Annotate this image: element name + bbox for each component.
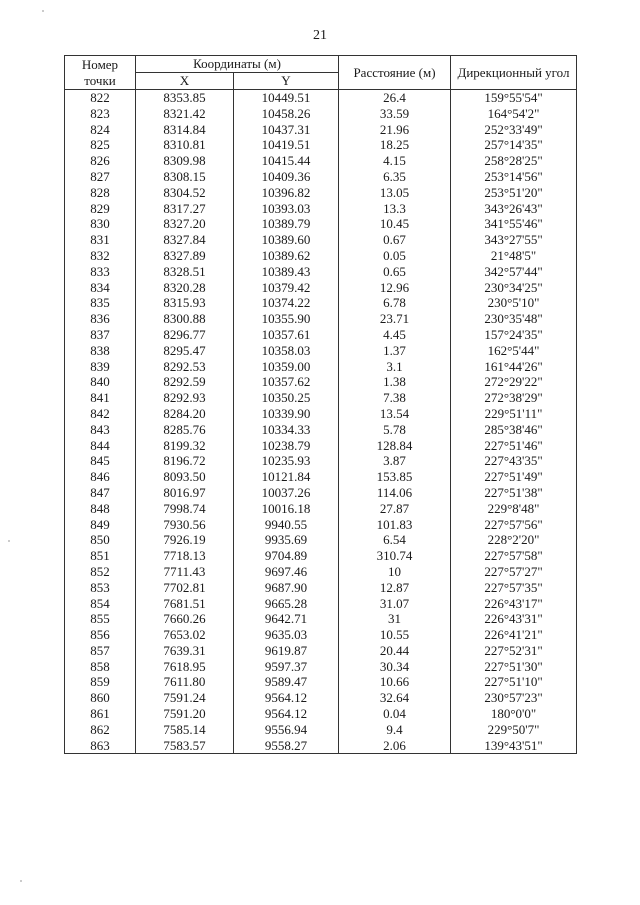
- x-coordinate-cell: 8292.59: [136, 374, 234, 390]
- y-coordinate-cell: 10334.33: [234, 422, 339, 438]
- table-row: [65, 674, 577, 690]
- x-coordinate-cell: 7718.13: [136, 548, 234, 564]
- x-coordinate-cell: 8315.93: [136, 295, 234, 311]
- distance-cell: 27.87: [339, 501, 451, 517]
- direction-angle-cell: 342°57'44": [451, 264, 577, 280]
- x-coordinate-cell: 7711.43: [136, 564, 234, 580]
- direction-angle-cell: 258°28'25": [451, 153, 577, 169]
- table-row: [65, 722, 577, 738]
- x-coordinate-cell: 8321.42: [136, 106, 234, 122]
- distance-cell: 10.66: [339, 674, 451, 690]
- table-row: [65, 517, 577, 533]
- table-row: [65, 659, 577, 675]
- table-row: [65, 264, 577, 280]
- distance-cell: 30.34: [339, 659, 451, 675]
- point-number-cell: 836: [65, 311, 136, 327]
- point-number-cell: 850: [65, 532, 136, 548]
- x-coordinate-cell: 8353.85: [136, 90, 234, 106]
- point-number-cell: 835: [65, 295, 136, 311]
- direction-angle-cell: 161°44'26": [451, 359, 577, 375]
- y-coordinate-cell: 10357.61: [234, 327, 339, 343]
- y-coordinate-cell: 9564.12: [234, 706, 339, 722]
- distance-cell: 6.35: [339, 169, 451, 185]
- x-coordinate-cell: 8327.20: [136, 216, 234, 232]
- distance-cell: 0.05: [339, 248, 451, 264]
- y-coordinate-cell: 10389.60: [234, 232, 339, 248]
- table-header: [65, 56, 577, 90]
- x-coordinate-cell: 8196.72: [136, 453, 234, 469]
- point-number-cell: 822: [65, 90, 136, 106]
- x-coordinate-cell: 8320.28: [136, 280, 234, 296]
- table-row: [65, 453, 577, 469]
- point-number-cell: 826: [65, 153, 136, 169]
- header-coordinates: Координаты (м): [136, 56, 339, 73]
- distance-cell: 10: [339, 564, 451, 580]
- table-row: [65, 596, 577, 612]
- x-coordinate-cell: 7926.19: [136, 532, 234, 548]
- table-row: [65, 406, 577, 422]
- y-coordinate-cell: 10339.90: [234, 406, 339, 422]
- y-coordinate-cell: 10355.90: [234, 311, 339, 327]
- x-coordinate-cell: 8284.20: [136, 406, 234, 422]
- y-coordinate-cell: 10357.62: [234, 374, 339, 390]
- page-number: 21: [313, 28, 327, 43]
- table-row: [65, 469, 577, 485]
- distance-cell: 12.96: [339, 280, 451, 296]
- y-coordinate-cell: 9687.90: [234, 580, 339, 596]
- x-coordinate-cell: 8292.93: [136, 390, 234, 406]
- y-coordinate-cell: 9619.87: [234, 643, 339, 659]
- distance-cell: 9.4: [339, 722, 451, 738]
- distance-cell: 13.54: [339, 406, 451, 422]
- point-number-cell: 838: [65, 343, 136, 359]
- direction-angle-cell: 226°43'31": [451, 611, 577, 627]
- point-number-cell: 848: [65, 501, 136, 517]
- direction-angle-cell: 343°27'55": [451, 232, 577, 248]
- point-number-cell: 854: [65, 596, 136, 612]
- table-row: [65, 153, 577, 169]
- distance-cell: 0.65: [339, 264, 451, 280]
- distance-cell: 153.85: [339, 469, 451, 485]
- y-coordinate-cell: 10359.00: [234, 359, 339, 375]
- direction-angle-cell: 227°57'58": [451, 548, 577, 564]
- direction-angle-cell: 253°51'20": [451, 185, 577, 201]
- x-coordinate-cell: 8304.52: [136, 185, 234, 201]
- x-coordinate-cell: 7998.74: [136, 501, 234, 517]
- point-number-cell: 844: [65, 438, 136, 454]
- y-coordinate-cell: 10389.62: [234, 248, 339, 264]
- distance-cell: 4.45: [339, 327, 451, 343]
- header-direction: Дирекционный угол: [451, 56, 577, 90]
- x-coordinate-cell: 8308.15: [136, 169, 234, 185]
- point-number-cell: 851: [65, 548, 136, 564]
- table-row: [65, 248, 577, 264]
- header-y: Y: [234, 73, 339, 90]
- point-number-cell: 839: [65, 359, 136, 375]
- table-row: [65, 548, 577, 564]
- direction-angle-cell: 229°50'7": [451, 722, 577, 738]
- x-coordinate-cell: 8295.47: [136, 343, 234, 359]
- table-row: [65, 343, 577, 359]
- distance-cell: 13.3: [339, 201, 451, 217]
- distance-cell: 31.07: [339, 596, 451, 612]
- table-row: [65, 216, 577, 232]
- direction-angle-cell: 159°55'54": [451, 90, 577, 106]
- x-coordinate-cell: 8327.84: [136, 232, 234, 248]
- distance-cell: 1.37: [339, 343, 451, 359]
- y-coordinate-cell: 9704.89: [234, 548, 339, 564]
- table-row: [65, 438, 577, 454]
- direction-angle-cell: 227°51'38": [451, 485, 577, 501]
- y-coordinate-cell: 9556.94: [234, 722, 339, 738]
- header-distance: Расстояние (м): [339, 56, 451, 90]
- table-row: [65, 706, 577, 722]
- x-coordinate-cell: 7583.57: [136, 738, 234, 754]
- y-coordinate-cell: 9665.28: [234, 596, 339, 612]
- y-coordinate-cell: 10235.93: [234, 453, 339, 469]
- point-number-cell: 847: [65, 485, 136, 501]
- x-coordinate-cell: 7591.20: [136, 706, 234, 722]
- table-row: [65, 90, 577, 106]
- direction-angle-cell: 227°51'46": [451, 438, 577, 454]
- x-coordinate-cell: 7660.26: [136, 611, 234, 627]
- point-number-cell: 845: [65, 453, 136, 469]
- direction-angle-cell: 257°14'35": [451, 137, 577, 153]
- table-row: [65, 311, 577, 327]
- distance-cell: 31: [339, 611, 451, 627]
- y-coordinate-cell: 10350.25: [234, 390, 339, 406]
- scan-speck: [42, 10, 44, 12]
- point-number-cell: 852: [65, 564, 136, 580]
- point-number-cell: 863: [65, 738, 136, 754]
- point-number-cell: 855: [65, 611, 136, 627]
- point-number-cell: 827: [65, 169, 136, 185]
- distance-cell: 6.54: [339, 532, 451, 548]
- distance-cell: 12.87: [339, 580, 451, 596]
- direction-angle-cell: 162°5'44": [451, 343, 577, 359]
- point-number-cell: 834: [65, 280, 136, 296]
- y-coordinate-cell: 10037.26: [234, 485, 339, 501]
- point-number-cell: 824: [65, 122, 136, 138]
- y-coordinate-cell: 10016.18: [234, 501, 339, 517]
- table-row: [65, 185, 577, 201]
- point-number-cell: 830: [65, 216, 136, 232]
- distance-cell: 101.83: [339, 517, 451, 533]
- x-coordinate-cell: 7585.14: [136, 722, 234, 738]
- x-coordinate-cell: 8314.84: [136, 122, 234, 138]
- point-number-cell: 842: [65, 406, 136, 422]
- y-coordinate-cell: 10419.51: [234, 137, 339, 153]
- x-coordinate-cell: 8296.77: [136, 327, 234, 343]
- y-coordinate-cell: 10409.36: [234, 169, 339, 185]
- table-row: [65, 738, 577, 754]
- direction-angle-cell: 227°57'56": [451, 517, 577, 533]
- y-coordinate-cell: 10393.03: [234, 201, 339, 217]
- x-coordinate-cell: 8292.53: [136, 359, 234, 375]
- direction-angle-cell: 230°35'48": [451, 311, 577, 327]
- direction-angle-cell: 230°57'23": [451, 690, 577, 706]
- y-coordinate-cell: 10358.03: [234, 343, 339, 359]
- table-row: [65, 390, 577, 406]
- direction-angle-cell: 252°33'49": [451, 122, 577, 138]
- direction-angle-cell: 139°43'51": [451, 738, 577, 754]
- direction-angle-cell: 341°55'46": [451, 216, 577, 232]
- table-row: [65, 485, 577, 501]
- table-row: [65, 232, 577, 248]
- distance-cell: 21.96: [339, 122, 451, 138]
- point-number-cell: 825: [65, 137, 136, 153]
- point-number-cell: 840: [65, 374, 136, 390]
- point-number-cell: 843: [65, 422, 136, 438]
- direction-angle-cell: 227°51'49": [451, 469, 577, 485]
- distance-cell: 10.55: [339, 627, 451, 643]
- distance-cell: 1.38: [339, 374, 451, 390]
- table-row: [65, 327, 577, 343]
- y-coordinate-cell: 10437.31: [234, 122, 339, 138]
- x-coordinate-cell: 7611.80: [136, 674, 234, 690]
- direction-angle-cell: 226°41'21": [451, 627, 577, 643]
- table-row: [65, 690, 577, 706]
- y-coordinate-cell: 9558.27: [234, 738, 339, 754]
- x-coordinate-cell: 8285.76: [136, 422, 234, 438]
- scan-speck: [20, 880, 22, 882]
- distance-cell: 0.04: [339, 706, 451, 722]
- distance-cell: 26.4: [339, 90, 451, 106]
- distance-cell: 7.38: [339, 390, 451, 406]
- point-number-cell: 837: [65, 327, 136, 343]
- direction-angle-cell: 180°0'0": [451, 706, 577, 722]
- table-row: [65, 359, 577, 375]
- point-number-cell: 823: [65, 106, 136, 122]
- table-row: [65, 643, 577, 659]
- y-coordinate-cell: 9935.69: [234, 532, 339, 548]
- y-coordinate-cell: 9635.03: [234, 627, 339, 643]
- y-coordinate-cell: 10238.79: [234, 438, 339, 454]
- point-number-cell: 829: [65, 201, 136, 217]
- point-number-cell: 828: [65, 185, 136, 201]
- table-body: [65, 90, 577, 754]
- direction-angle-cell: 157°24'35": [451, 327, 577, 343]
- x-coordinate-cell: 8328.51: [136, 264, 234, 280]
- direction-angle-cell: 227°43'35": [451, 453, 577, 469]
- x-coordinate-cell: 7639.31: [136, 643, 234, 659]
- x-coordinate-cell: 8327.89: [136, 248, 234, 264]
- y-coordinate-cell: 10415.44: [234, 153, 339, 169]
- distance-cell: 10.45: [339, 216, 451, 232]
- table-row: [65, 627, 577, 643]
- distance-cell: 3.87: [339, 453, 451, 469]
- y-coordinate-cell: 10449.51: [234, 90, 339, 106]
- distance-cell: 23.71: [339, 311, 451, 327]
- table-row: [65, 532, 577, 548]
- direction-angle-cell: 229°51'11": [451, 406, 577, 422]
- x-coordinate-cell: 8309.98: [136, 153, 234, 169]
- distance-cell: 32.64: [339, 690, 451, 706]
- direction-angle-cell: 230°34'25": [451, 280, 577, 296]
- direction-angle-cell: 227°51'30": [451, 659, 577, 675]
- x-coordinate-cell: 7618.95: [136, 659, 234, 675]
- distance-cell: 33.59: [339, 106, 451, 122]
- direction-angle-cell: 226°43'17": [451, 596, 577, 612]
- y-coordinate-cell: 10396.82: [234, 185, 339, 201]
- table-row: [65, 106, 577, 122]
- scan-speck: [8, 540, 10, 542]
- point-number-cell: 862: [65, 722, 136, 738]
- x-coordinate-cell: 7591.24: [136, 690, 234, 706]
- distance-cell: 3.1: [339, 359, 451, 375]
- direction-angle-cell: 253°14'56": [451, 169, 577, 185]
- direction-angle-cell: 272°29'22": [451, 374, 577, 390]
- coordinates-table: [64, 55, 577, 754]
- y-coordinate-cell: 10374.22: [234, 295, 339, 311]
- x-coordinate-cell: 8016.97: [136, 485, 234, 501]
- y-coordinate-cell: 9597.37: [234, 659, 339, 675]
- x-coordinate-cell: 8093.50: [136, 469, 234, 485]
- direction-angle-cell: 230°5'10": [451, 295, 577, 311]
- point-number-cell: 859: [65, 674, 136, 690]
- table-row: [65, 374, 577, 390]
- y-coordinate-cell: 9642.71: [234, 611, 339, 627]
- x-coordinate-cell: 8317.27: [136, 201, 234, 217]
- table-row: [65, 201, 577, 217]
- direction-angle-cell: 164°54'2": [451, 106, 577, 122]
- direction-angle-cell: 272°38'29": [451, 390, 577, 406]
- table-row: [65, 295, 577, 311]
- table-row: [65, 580, 577, 596]
- x-coordinate-cell: 7702.81: [136, 580, 234, 596]
- direction-angle-cell: 227°57'35": [451, 580, 577, 596]
- header-point-number: Номер точки: [65, 56, 136, 90]
- direction-angle-cell: 229°8'48": [451, 501, 577, 517]
- distance-cell: 0.67: [339, 232, 451, 248]
- header-x: X: [136, 73, 234, 90]
- direction-angle-cell: 227°52'31": [451, 643, 577, 659]
- table-row: [65, 422, 577, 438]
- x-coordinate-cell: 8199.32: [136, 438, 234, 454]
- distance-cell: 310.74: [339, 548, 451, 564]
- y-coordinate-cell: 9589.47: [234, 674, 339, 690]
- point-number-cell: 846: [65, 469, 136, 485]
- point-number-cell: 856: [65, 627, 136, 643]
- distance-cell: 6.78: [339, 295, 451, 311]
- direction-angle-cell: 227°57'27": [451, 564, 577, 580]
- x-coordinate-cell: 8310.81: [136, 137, 234, 153]
- distance-cell: 128.84: [339, 438, 451, 454]
- y-coordinate-cell: 10389.79: [234, 216, 339, 232]
- point-number-cell: 858: [65, 659, 136, 675]
- x-coordinate-cell: 7681.51: [136, 596, 234, 612]
- y-coordinate-cell: 10389.43: [234, 264, 339, 280]
- point-number-cell: 857: [65, 643, 136, 659]
- x-coordinate-cell: 7930.56: [136, 517, 234, 533]
- direction-angle-cell: 227°51'10": [451, 674, 577, 690]
- point-number-cell: 849: [65, 517, 136, 533]
- distance-cell: 114.06: [339, 485, 451, 501]
- point-number-cell: 831: [65, 232, 136, 248]
- x-coordinate-cell: 8300.88: [136, 311, 234, 327]
- table-row: [65, 280, 577, 296]
- table-row: [65, 501, 577, 517]
- distance-cell: 4.15: [339, 153, 451, 169]
- point-number-cell: 832: [65, 248, 136, 264]
- y-coordinate-cell: 9564.12: [234, 690, 339, 706]
- point-number-cell: 853: [65, 580, 136, 596]
- direction-angle-cell: 343°26'43": [451, 201, 577, 217]
- table-row: [65, 611, 577, 627]
- y-coordinate-cell: 10121.84: [234, 469, 339, 485]
- distance-cell: 5.78: [339, 422, 451, 438]
- table-row: [65, 137, 577, 153]
- table-row: [65, 564, 577, 580]
- table-row: [65, 122, 577, 138]
- direction-angle-cell: 285°38'46": [451, 422, 577, 438]
- point-number-cell: 860: [65, 690, 136, 706]
- distance-cell: 20.44: [339, 643, 451, 659]
- y-coordinate-cell: 10458.26: [234, 106, 339, 122]
- y-coordinate-cell: 9940.55: [234, 517, 339, 533]
- table-row: [65, 169, 577, 185]
- point-number-cell: 861: [65, 706, 136, 722]
- direction-angle-cell: 228°2'20": [451, 532, 577, 548]
- y-coordinate-cell: 10379.42: [234, 280, 339, 296]
- direction-angle-cell: 21°48'5": [451, 248, 577, 264]
- distance-cell: 18.25: [339, 137, 451, 153]
- x-coordinate-cell: 7653.02: [136, 627, 234, 643]
- distance-cell: 13.05: [339, 185, 451, 201]
- point-number-cell: 841: [65, 390, 136, 406]
- distance-cell: 2.06: [339, 738, 451, 754]
- y-coordinate-cell: 9697.46: [234, 564, 339, 580]
- point-number-cell: 833: [65, 264, 136, 280]
